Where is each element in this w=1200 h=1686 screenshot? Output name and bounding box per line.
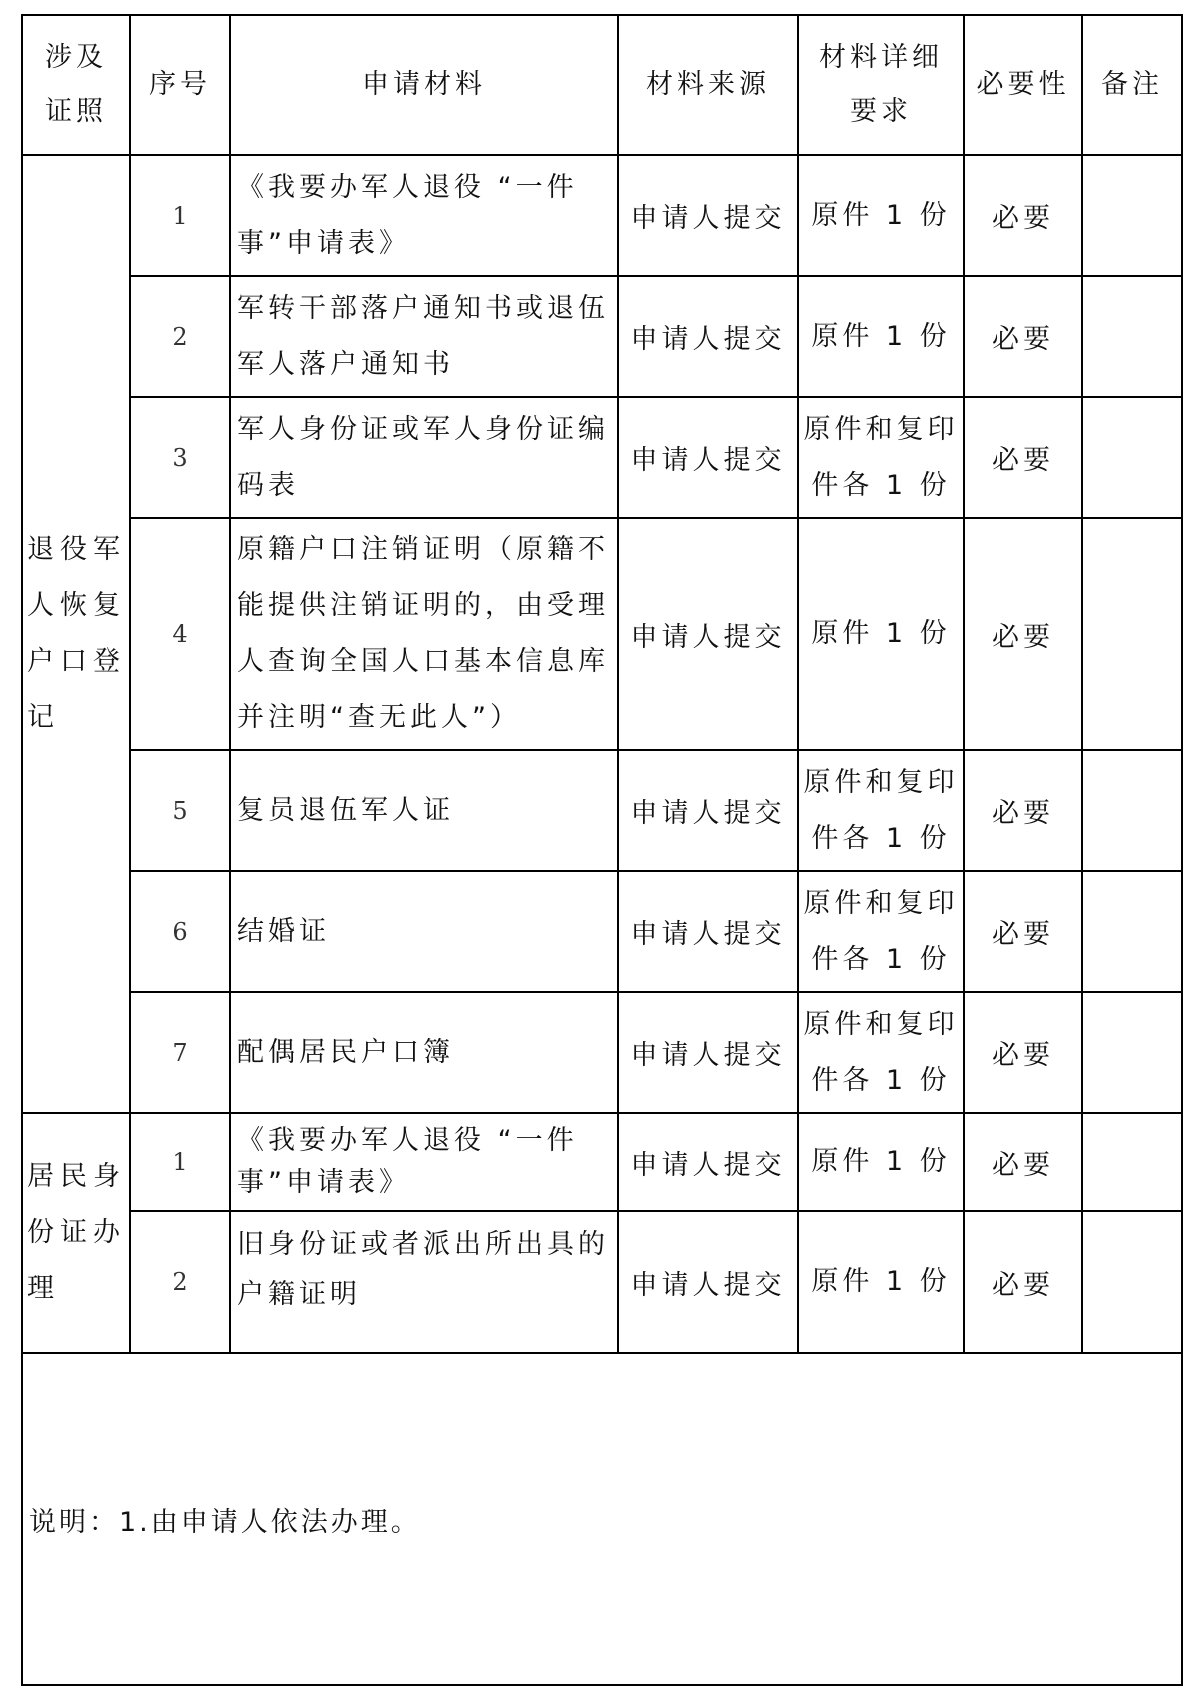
row-detail: 原件和复印件各 1 份 [798, 992, 964, 1113]
materials-table [21, 14, 1183, 1686]
row-no: 5 [130, 750, 230, 871]
row-source: 申请人提交 [618, 155, 798, 276]
row-necessity: 必要 [964, 155, 1082, 276]
row-detail: 原件 1 份 [798, 518, 964, 750]
table-row [22, 992, 1182, 1113]
row-source: 申请人提交 [618, 1211, 798, 1353]
row-remark [1082, 397, 1182, 518]
table-row [22, 397, 1182, 518]
table-row [22, 750, 1182, 871]
header-remark: 备注 [1082, 15, 1182, 155]
row-source: 申请人提交 [618, 397, 798, 518]
row-detail: 原件和复印件各 1 份 [798, 397, 964, 518]
row-material: 原籍户口注销证明（原籍不能提供注销证明的，由受理人查询全国人口基本信息库并注明“查无此人”） [230, 518, 618, 750]
row-necessity: 必要 [964, 397, 1082, 518]
table-row [22, 518, 1182, 750]
row-material: 军转干部落户通知书或退伍军人落户通知书 [230, 276, 618, 397]
row-remark [1082, 992, 1182, 1113]
table-row [22, 155, 1182, 276]
table-row [22, 871, 1182, 992]
table-row [22, 1113, 1182, 1211]
row-detail: 原件 1 份 [798, 1211, 964, 1353]
row-detail: 原件 1 份 [798, 276, 964, 397]
row-source: 申请人提交 [618, 992, 798, 1113]
row-detail: 原件和复印件各 1 份 [798, 871, 964, 992]
row-necessity: 必要 [964, 276, 1082, 397]
table-row [22, 276, 1182, 397]
row-source: 申请人提交 [618, 750, 798, 871]
header-scope: 涉及证照 [22, 15, 130, 155]
group-name: 退役军人恢复户口登记 [22, 155, 130, 1113]
header-necessity: 必要性 [964, 15, 1082, 155]
row-no: 2 [130, 1211, 230, 1353]
row-no: 1 [130, 1113, 230, 1211]
row-material: 《我要办军人退役 “一件事”申请表》 [230, 1113, 618, 1211]
row-no: 3 [130, 397, 230, 518]
row-remark [1082, 750, 1182, 871]
row-material: 结婚证 [230, 871, 618, 992]
row-necessity: 必要 [964, 750, 1082, 871]
row-source: 申请人提交 [618, 518, 798, 750]
row-remark [1082, 871, 1182, 992]
row-detail: 原件 1 份 [798, 1113, 964, 1211]
row-material: 军人身份证或军人身份证编码表 [230, 397, 618, 518]
row-remark [1082, 1113, 1182, 1211]
row-no: 2 [130, 276, 230, 397]
row-remark [1082, 1211, 1182, 1353]
row-necessity: 必要 [964, 1211, 1082, 1353]
row-remark [1082, 518, 1182, 750]
row-remark [1082, 276, 1182, 397]
row-no: 4 [130, 518, 230, 750]
note-row [22, 1353, 1182, 1685]
row-no: 6 [130, 871, 230, 992]
row-source: 申请人提交 [618, 871, 798, 992]
table-row [22, 1211, 1182, 1353]
row-necessity: 必要 [964, 871, 1082, 992]
note-text: 说明：1.由申请人依法办理。 [22, 1353, 1182, 1685]
row-detail: 原件 1 份 [798, 155, 964, 276]
group-name: 居民身份证办理 [22, 1113, 130, 1353]
row-no: 7 [130, 992, 230, 1113]
row-material: 配偶居民户口簿 [230, 992, 618, 1113]
row-necessity: 必要 [964, 518, 1082, 750]
row-no: 1 [130, 155, 230, 276]
row-necessity: 必要 [964, 992, 1082, 1113]
row-source: 申请人提交 [618, 1113, 798, 1211]
row-necessity: 必要 [964, 1113, 1082, 1211]
row-remark [1082, 155, 1182, 276]
row-material: 复员退伍军人证 [230, 750, 618, 871]
header-material: 申请材料 [230, 15, 618, 155]
header-no: 序号 [130, 15, 230, 155]
header-source: 材料来源 [618, 15, 798, 155]
row-material: 《我要办军人退役 “一件事”申请表》 [230, 155, 618, 276]
row-material: 旧身份证或者派出所出具的户籍证明 [230, 1211, 618, 1353]
header-row [22, 15, 1182, 155]
header-detail: 材料详细要求 [798, 15, 964, 155]
row-source: 申请人提交 [618, 276, 798, 397]
row-detail: 原件和复印件各 1 份 [798, 750, 964, 871]
